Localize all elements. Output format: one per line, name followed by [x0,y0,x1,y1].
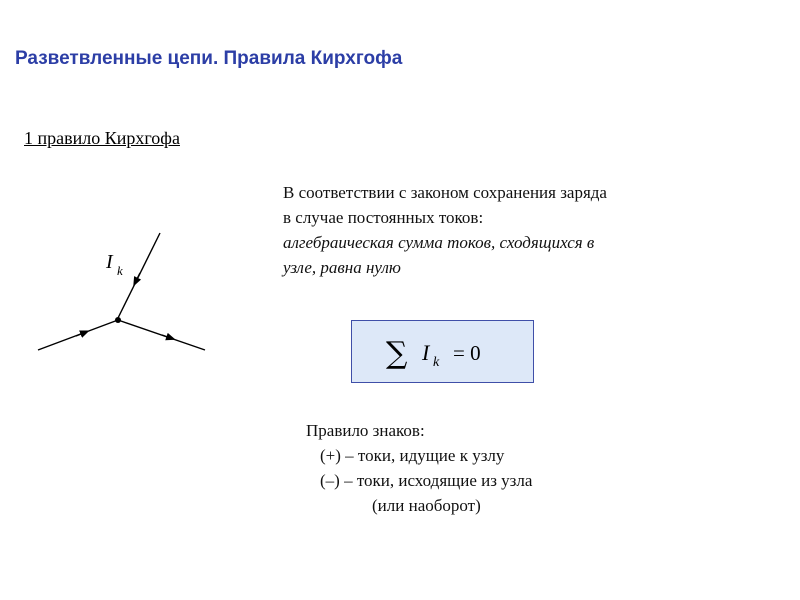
formula-box [351,320,534,383]
branch-right [118,320,205,350]
branch-upper-arrow [135,273,140,283]
current-label: I [106,251,113,273]
sum-symbol: ∑ [386,336,408,371]
formula [352,321,535,384]
junction-node [115,317,121,323]
sign-rule-note: (или наоборот) [372,496,481,515]
sign-rule-plus: (+) – токи, идущие к узлу [320,446,505,465]
sign-rule-minus: (–) – токи, исходящие из узла [320,471,533,490]
statement-line-1: В соответствии с законом сохранения заряда [283,183,607,202]
branch-left-arrow [76,332,86,336]
slide-title: Разветвленные цепи. Правила Кирхгофа [15,48,403,69]
formula-index: k [433,355,440,370]
formula-rhs: = 0 [453,341,481,365]
current-index: k [117,263,123,278]
formula-current: I [422,340,430,365]
sign-rule-heading: Правило знаков: [306,421,425,440]
law-statement [283,180,763,280]
statement-line-4: узле, равна нулю [283,258,401,277]
statement-line-2: в случае постоянных токов: [283,208,484,227]
branch-right-arrow [162,335,172,339]
rule-subtitle: 1 правило Кирхгофа [24,128,180,148]
statement-line-3: алгебраическая сумма токов, сходящихся в [283,233,595,252]
sign-rule [306,418,532,518]
